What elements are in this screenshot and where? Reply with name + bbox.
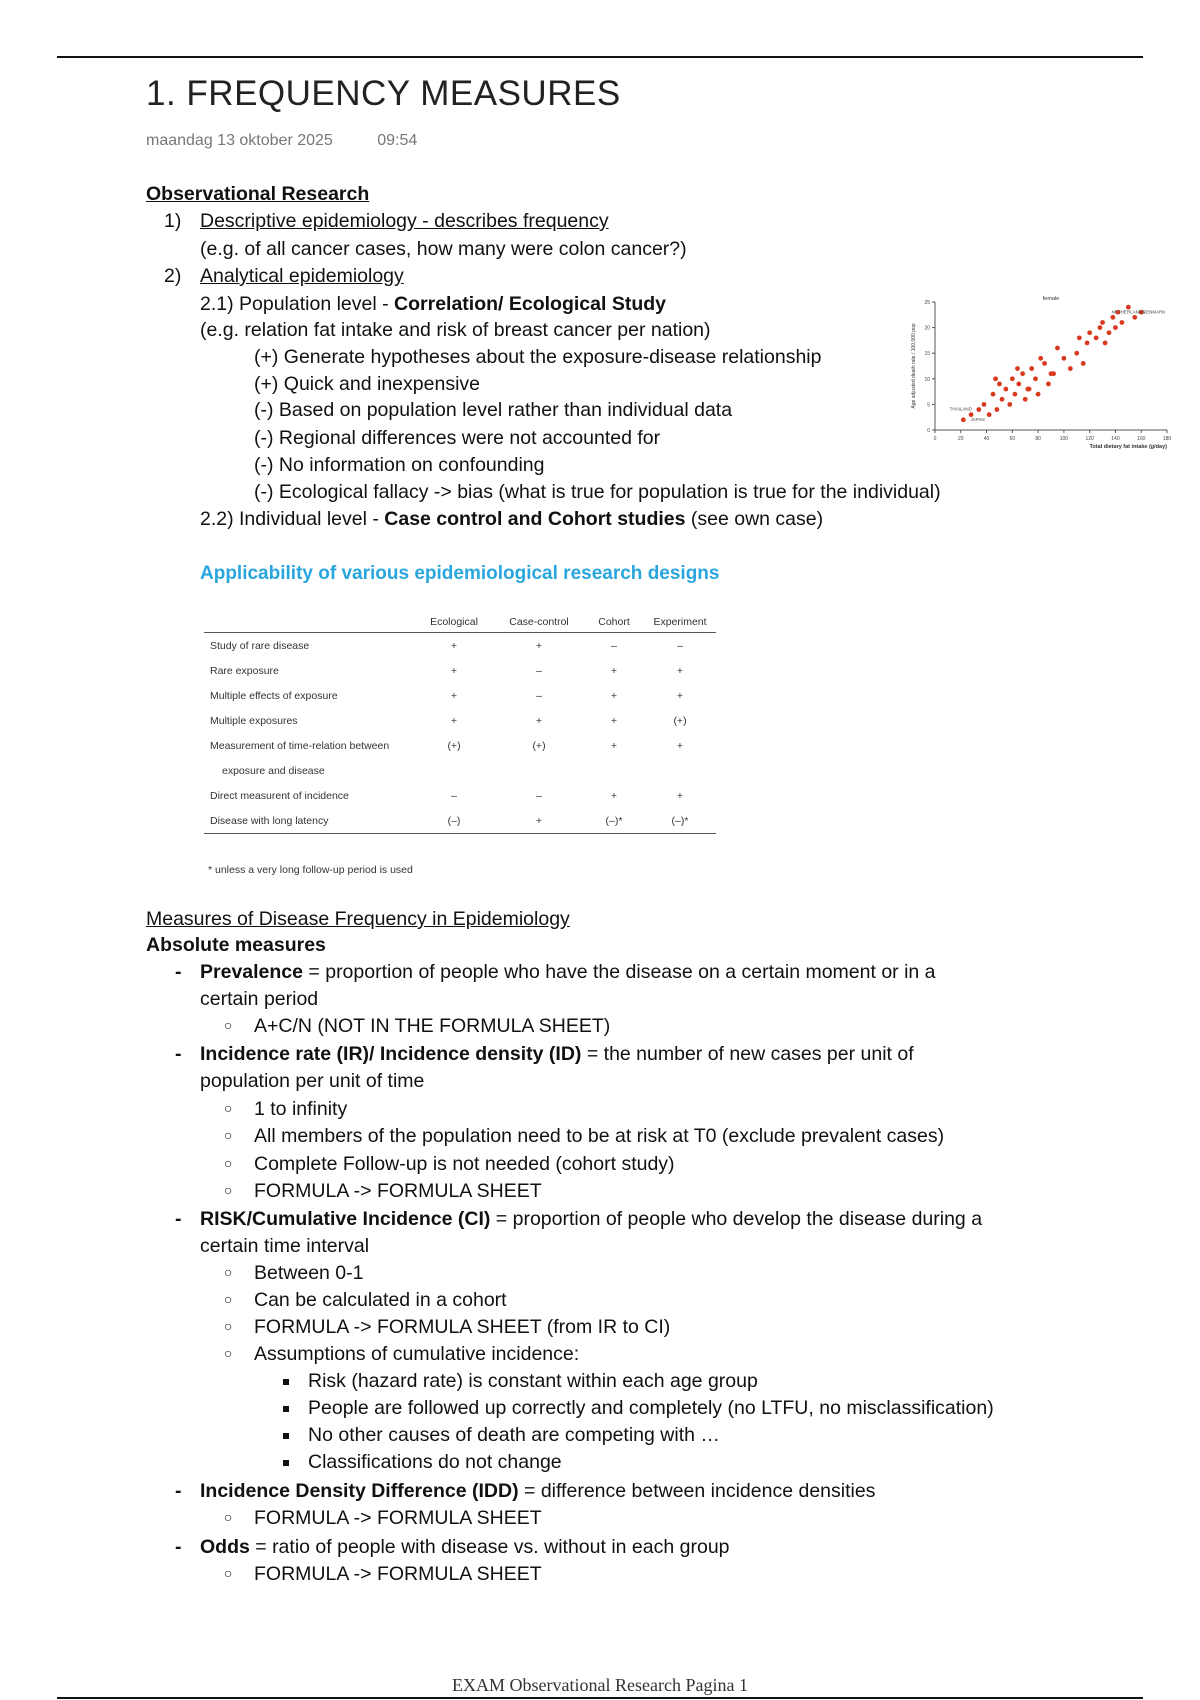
circle-bullet: ○ (224, 1264, 233, 1280)
data-point (1100, 320, 1105, 325)
applicability-table (204, 612, 716, 834)
cumulative-incidence-definition: = proportion of people who develop the disease during a (490, 1208, 983, 1230)
individual-level-prefix: 2.2) Individual level - (200, 508, 385, 530)
table-cell-experiment: + (676, 689, 684, 702)
table-cell-ecological: + (450, 689, 458, 702)
prevalence-line (200, 959, 936, 985)
prevalence-definition-cont: certain period (200, 988, 319, 1010)
cumulative-incidence-sub-2: Can be calculated in a cohort (254, 1289, 507, 1311)
data-point (1051, 371, 1056, 376)
table-cell-experiment: (–)* (644, 808, 716, 834)
x-tick-label: 80 (1035, 436, 1041, 442)
circle-bullet: ○ (224, 1565, 233, 1581)
data-point (1074, 351, 1079, 356)
table-row (204, 708, 716, 733)
data-point (1110, 315, 1115, 320)
table-cell-row-label: Multiple effects of exposure (210, 689, 338, 702)
dash-bullet: - (175, 1536, 182, 1558)
item2-number: 2) (164, 265, 182, 287)
analytical-epidemiology: Analytical epidemiology (200, 265, 404, 287)
point-label: NETHERLANDS (1111, 309, 1146, 315)
data-point (1000, 397, 1005, 402)
data-point (1036, 392, 1041, 397)
data-point (991, 392, 996, 397)
data-point (1085, 341, 1090, 346)
table-cell-cohort: – (611, 639, 617, 652)
data-point (1020, 371, 1025, 376)
population-example: (e.g. relation fat intake and risk of breast cancer per nation) (200, 319, 711, 341)
incidence-rate-definition: = the number of new cases per unit of (581, 1043, 914, 1065)
table-cell-ecological (414, 758, 494, 783)
square-bullet (283, 1460, 289, 1466)
table-row (204, 808, 716, 834)
observational-heading: Observational Research (146, 183, 370, 205)
table-title: Applicability of various epidemiological research designs (200, 563, 720, 584)
table-cell-case-control: – (536, 664, 542, 677)
data-point (1010, 376, 1015, 381)
table-cell-cohort: (–)* (584, 808, 644, 834)
page-date: maandag 13 oktober 2025 (146, 132, 333, 149)
top-rule (57, 56, 1143, 58)
table-cell-case-control (494, 758, 584, 783)
data-point (982, 402, 987, 407)
table-header-blank (204, 612, 414, 633)
table-cell-row-label: Direct measurent of incidence (210, 789, 349, 802)
data-point (961, 417, 966, 422)
cumulative-incidence-sub-1: Between 0-1 (254, 1262, 364, 1284)
prevalence-sub-1: A+C/N (NOT IN THE FORMULA SHEET) (254, 1015, 611, 1037)
y-tick-label: 10 (924, 376, 930, 383)
absolute-measures-heading: Absolute measures (146, 934, 326, 956)
table-cell-case-control: + (494, 808, 584, 834)
individual-level (200, 506, 823, 532)
table-cell-cohort: + (610, 789, 618, 802)
x-tick-label: 40 (983, 436, 990, 442)
circle-bullet: ○ (224, 1318, 233, 1334)
data-point (1027, 387, 1032, 392)
table-cell-ecological: + (450, 664, 458, 677)
data-point (1107, 330, 1112, 335)
dash-bullet: - (175, 961, 182, 983)
y-tick-label: 5 (927, 402, 930, 409)
circle-bullet: ○ (224, 1100, 233, 1116)
data-point (993, 376, 998, 381)
page-meta (146, 132, 417, 150)
incidence-rate-definition-cont: population per unit of time (200, 1070, 425, 1092)
table-cell-row-label: Disease with long latency (204, 808, 414, 834)
table-cell-experiment: (+) (673, 714, 687, 727)
data-point (976, 407, 981, 412)
x-tick-label: 120 (1085, 436, 1094, 442)
table-row (204, 633, 716, 659)
table-cell-case-control: – (536, 689, 542, 702)
assumption-4: Classifications do not change (308, 1451, 562, 1473)
cumulative-incidence-sub-4: Assumptions of cumulative incidence: (254, 1343, 580, 1365)
circle-bullet: ○ (224, 1017, 233, 1033)
table-cell-row-label: Study of rare disease (210, 639, 310, 652)
item1-number: 1) (164, 210, 182, 232)
measures-heading: Measures of Disease Frequency in Epidemiology (146, 908, 570, 930)
data-point (1113, 325, 1118, 330)
data-point (1068, 366, 1073, 371)
incidence-rate-sub-3: Complete Follow-up is not needed (cohort study) (254, 1153, 675, 1175)
data-point (997, 382, 1002, 387)
ecological-point-3: (-) Based on population level rather than individual data (254, 399, 733, 421)
assumption-1: Risk (hazard rate) is constant within each age group (308, 1370, 758, 1392)
odds-line (200, 1534, 730, 1560)
assumption-3: No other causes of death are competing with … (308, 1424, 720, 1446)
cumulative-incidence-sub-3: FORMULA -> FORMULA SHEET (from IR to CI) (254, 1316, 671, 1338)
table-cell-ecological: (–) (414, 808, 494, 834)
ecological-point-5: (-) No information on confounding (254, 454, 545, 476)
individual-level-design: Case control and Cohort studies (384, 508, 686, 530)
x-tick-label: 140 (1111, 436, 1120, 442)
data-point (1061, 356, 1066, 361)
data-point (987, 412, 992, 417)
table-header-ecological: Ecological (414, 612, 494, 633)
data-point (1132, 315, 1137, 320)
table-cell-case-control: – (536, 789, 542, 802)
individual-level-suffix: (see own case) (685, 508, 824, 530)
data-point (1094, 335, 1099, 340)
y-tick-label: 25 (924, 300, 930, 306)
data-point (1003, 387, 1008, 392)
descriptive-example: (e.g. of all cancer cases, how many were colon cancer?) (200, 238, 687, 260)
cumulative-incidence-term: RISK/Cumulative Incidence (CI) (200, 1208, 491, 1230)
data-point (1042, 361, 1047, 366)
data-point (994, 407, 999, 412)
page-time: 09:54 (377, 132, 418, 149)
square-bullet (283, 1433, 289, 1439)
x-axis-label: Total dietary fat intake (g/day) (1089, 444, 1167, 450)
data-point (1098, 325, 1103, 330)
x-tick-label: 20 (957, 436, 964, 442)
page-title: 1. FREQUENCY MEASURES (146, 74, 621, 113)
circle-bullet: ○ (224, 1155, 233, 1171)
data-point (1029, 366, 1034, 371)
circle-bullet: ○ (224, 1345, 233, 1361)
table-cell-ecological: (+) (447, 739, 461, 752)
data-point (1077, 335, 1082, 340)
square-bullet (283, 1406, 289, 1412)
data-point (1046, 382, 1051, 387)
table-header-experiment: Experiment (644, 612, 716, 633)
incidence-rate-sub-1: 1 to infinity (254, 1098, 348, 1120)
table-cell-cohort: + (610, 664, 618, 677)
table-footnote: * unless a very long follow-up period is used (208, 864, 413, 876)
cumulative-incidence-definition-cont: certain time interval (200, 1235, 370, 1257)
data-point (1033, 376, 1038, 381)
circle-bullet: ○ (224, 1127, 233, 1143)
dash-bullet: - (175, 1043, 182, 1065)
chart-title: female (1042, 296, 1060, 302)
data-point (1081, 361, 1086, 366)
table-header-cohort: Cohort (584, 612, 644, 633)
table-cell-cohort: + (610, 689, 618, 702)
table-cell-experiment: + (676, 664, 684, 677)
bottom-rule (57, 1697, 1143, 1699)
data-point (1038, 356, 1043, 361)
x-tick-label: 100 (1059, 436, 1069, 442)
table-cell-experiment: + (676, 739, 684, 752)
data-point (1015, 366, 1020, 371)
cumulative-incidence-line (200, 1206, 982, 1232)
odds-sub-1: FORMULA -> FORMULA SHEET (254, 1563, 542, 1585)
table-cell-cohort (584, 758, 644, 783)
page-footer: EXAM Observational Research Pagina 1 (452, 1675, 748, 1695)
ecological-point-6: (-) Ecological fallacy -> bias (what is true for population is true for the individual) (254, 481, 941, 503)
incidence-rate-line (200, 1041, 914, 1067)
data-point (1055, 346, 1060, 351)
table-cell-case-control: + (535, 639, 543, 652)
idd-term: Incidence Density Difference (IDD) (200, 1480, 519, 1502)
idd-definition: = difference between incidence densities (518, 1480, 876, 1502)
data-point (1007, 402, 1012, 407)
incidence-rate-sub-4: FORMULA -> FORMULA SHEET (254, 1180, 542, 1202)
x-tick-label: 160 (1137, 436, 1146, 442)
table-cell-cohort: + (610, 739, 618, 752)
prevalence-term: Prevalence (200, 961, 303, 983)
table-header-case-control: Case-control (494, 612, 584, 633)
data-point (1087, 330, 1092, 335)
point-label: JAPAN (970, 416, 985, 422)
table-cell-row-label: Multiple exposures (210, 714, 298, 727)
table-row (204, 683, 716, 708)
data-point (1016, 382, 1021, 387)
idd-line (200, 1478, 875, 1504)
dash-bullet: - (175, 1208, 182, 1230)
table-cell-experiment: + (676, 789, 684, 802)
x-tick-label: 60 (1009, 436, 1016, 442)
y-tick-label: 20 (924, 325, 930, 332)
descriptive-epidemiology: Descriptive epidemiology - describes frequency (200, 210, 609, 232)
table-cell-experiment (644, 758, 716, 783)
table-cell-ecological: – (451, 789, 457, 802)
data-point (1023, 397, 1028, 402)
odds-definition: = ratio of people with disease vs. without in each group (249, 1536, 730, 1558)
table-cell-ecological: + (450, 639, 458, 652)
population-level-design: Correlation/ Ecological Study (394, 293, 666, 315)
ecological-point-1: (+) Generate hypotheses about the exposure-disease relationship (254, 346, 822, 368)
incidence-rate-sub-2: All members of the population need to be at risk at T0 (exclude prevalent cases) (254, 1125, 945, 1147)
data-point (1013, 392, 1018, 397)
table-cell-ecological: + (450, 714, 458, 727)
data-point (1119, 320, 1124, 325)
table-cell-row-label: Rare exposure (210, 664, 279, 677)
point-label: DENMARK (1142, 309, 1166, 315)
table-cell-experiment: – (677, 639, 683, 652)
table-cell-case-control: + (535, 714, 543, 727)
x-tick-label: 0 (933, 436, 937, 442)
table-cell-row-label: Measurement of time-relation between (210, 739, 390, 752)
y-tick-label: 15 (924, 351, 930, 358)
table-row (204, 758, 716, 783)
circle-bullet: ○ (224, 1509, 233, 1525)
table-row (204, 658, 716, 683)
population-level-prefix: 2.1) Population level - (200, 293, 395, 315)
assumption-2: People are followed up correctly and completely (no LTFU, no misclassification) (308, 1397, 994, 1419)
circle-bullet: ○ (224, 1291, 233, 1307)
population-level (200, 291, 666, 317)
square-bullet (283, 1379, 289, 1385)
table-cell-cohort: + (610, 714, 618, 727)
x-tick-label: 180 (1162, 436, 1172, 442)
y-tick-label: 0 (927, 428, 930, 434)
table-row (204, 733, 716, 758)
incidence-rate-term: Incidence rate (IR)/ Incidence density (ID) (200, 1043, 582, 1065)
odds-term: Odds (200, 1536, 250, 1558)
prevalence-definition: = proportion of people who have the disease on a certain moment or in a (303, 961, 936, 983)
dash-bullet: - (175, 1480, 182, 1502)
y-axis-label: Age adjusted death rate / 100,000 pop (911, 323, 917, 409)
ecological-point-4: (-) Regional differences were not accounted for (254, 427, 661, 449)
table-cell-row-label: exposure and disease (222, 764, 325, 777)
table-cell-case-control: (+) (532, 739, 546, 752)
idd-sub-1: FORMULA -> FORMULA SHEET (254, 1507, 542, 1529)
data-point (1103, 341, 1108, 346)
circle-bullet: ○ (224, 1182, 233, 1198)
ecological-point-2: (+) Quick and inexpensive (254, 373, 480, 395)
point-label: THAILAND (949, 406, 972, 412)
fat-intake-scatter-plot (905, 290, 1175, 465)
table-row (204, 783, 716, 808)
